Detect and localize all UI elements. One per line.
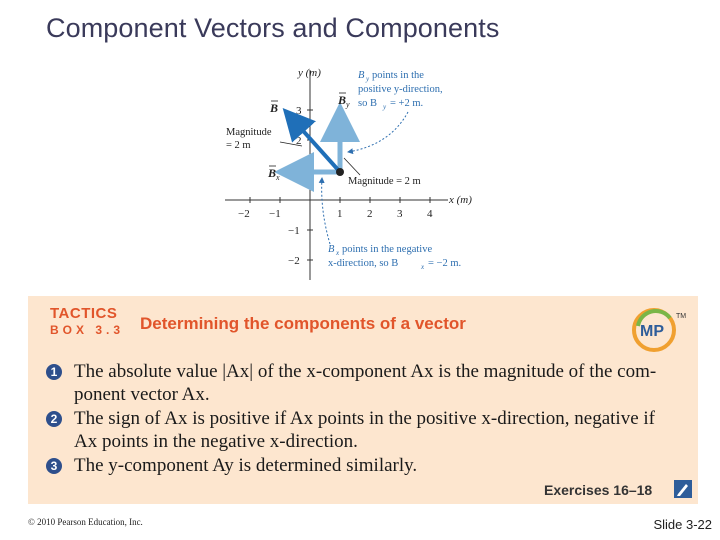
annotation-mag-left-line2: = 2 m <box>226 140 251 151</box>
leader-mag-right <box>344 158 360 175</box>
x-tick-label: −2 <box>238 208 250 220</box>
vector-Bx-label: B <box>268 166 277 180</box>
step-number-badge: 3 <box>46 458 62 474</box>
annotation-top-line3b: = +2 m. <box>390 98 424 109</box>
tactics-label-line2: BOX 3.3 <box>50 323 125 337</box>
x-tick-label: 2 <box>367 208 373 220</box>
x-tick-label: 3 <box>397 208 403 220</box>
annotation-top-line3-sub: y <box>383 103 387 111</box>
annotation-mag-left-line1: Magnitude <box>226 127 272 138</box>
slide-title: Component Vectors and Components <box>46 13 500 43</box>
y-tick-label: 2 <box>296 135 302 147</box>
step-number-badge: 1 <box>46 364 62 380</box>
vector-By-label: B <box>338 93 347 107</box>
annotation-bottom-line2: x-direction, so B <box>328 258 399 269</box>
annotation-bx-sub-x: x <box>336 249 340 257</box>
tactics-label-line1: TACTICS <box>50 305 118 322</box>
y-tick-label: 3 <box>296 105 302 117</box>
leader-bottom <box>322 178 330 244</box>
y-axis-label: y (m) <box>298 67 321 79</box>
subscript-x: x <box>276 173 280 182</box>
tactics-box-label <box>50 306 140 338</box>
x-tick-label: −1 <box>269 208 281 220</box>
y-tick-label: −1 <box>288 225 300 237</box>
steps-list <box>46 360 686 478</box>
pencil-icon <box>674 480 692 498</box>
step-number-badge: 2 <box>46 411 62 427</box>
logo-text: MP <box>640 323 664 340</box>
x-axis-label: x (m) <box>449 194 472 206</box>
step-item <box>46 407 686 453</box>
x-tick-label: 1 <box>337 208 343 220</box>
leader-top <box>348 112 408 152</box>
annotation-mag-right: Magnitude = 2 m <box>348 176 421 187</box>
annotation-bottom-line2b: = −2 m. <box>428 258 462 269</box>
exercises-reference: Exercises 16–18 <box>544 482 653 498</box>
x-tick-label: 4 <box>427 208 433 220</box>
annotation-top-line3: so B <box>358 98 377 109</box>
slide-number: Slide 3-22 <box>653 517 712 532</box>
annotation-bottom-line1: points in the negative <box>342 244 433 255</box>
logo-tm: TM <box>676 313 687 320</box>
subscript-y: y <box>346 100 350 109</box>
step-item <box>46 454 686 477</box>
annotation-bottom-line2-sub: x <box>421 263 425 271</box>
step-item <box>46 360 686 406</box>
copyright-notice: © 2010 Pearson Education, Inc. <box>28 517 143 527</box>
tactics-heading: Determining the components of a vector <box>140 314 466 333</box>
step-text: The sign of Ax is positive if Ax points in the positive x-direction, negative if Ax points in the negative x-direction. <box>74 408 656 452</box>
vector-B-label: B <box>270 101 279 115</box>
tactics-box <box>28 296 698 504</box>
annotation-top-line1: points in the <box>372 70 424 81</box>
mastering-physics-logo <box>630 306 694 354</box>
vector-components-figure <box>220 60 490 280</box>
annotation-by-sub-y: y <box>366 75 370 83</box>
annotation-top-line2: positive y-direction, <box>358 84 443 95</box>
step-text: The absolute value |Ax| of the x-component Ax is the magnitude of the com- ponent vector Ax. <box>74 361 657 405</box>
step-text: The y-component Ay is determined similarly. <box>74 455 418 476</box>
y-tick-label: −2 <box>288 255 300 267</box>
annotation-bx-sub: B <box>328 244 335 255</box>
origin-point <box>336 168 344 176</box>
annotation-by-sub: B <box>358 70 365 81</box>
